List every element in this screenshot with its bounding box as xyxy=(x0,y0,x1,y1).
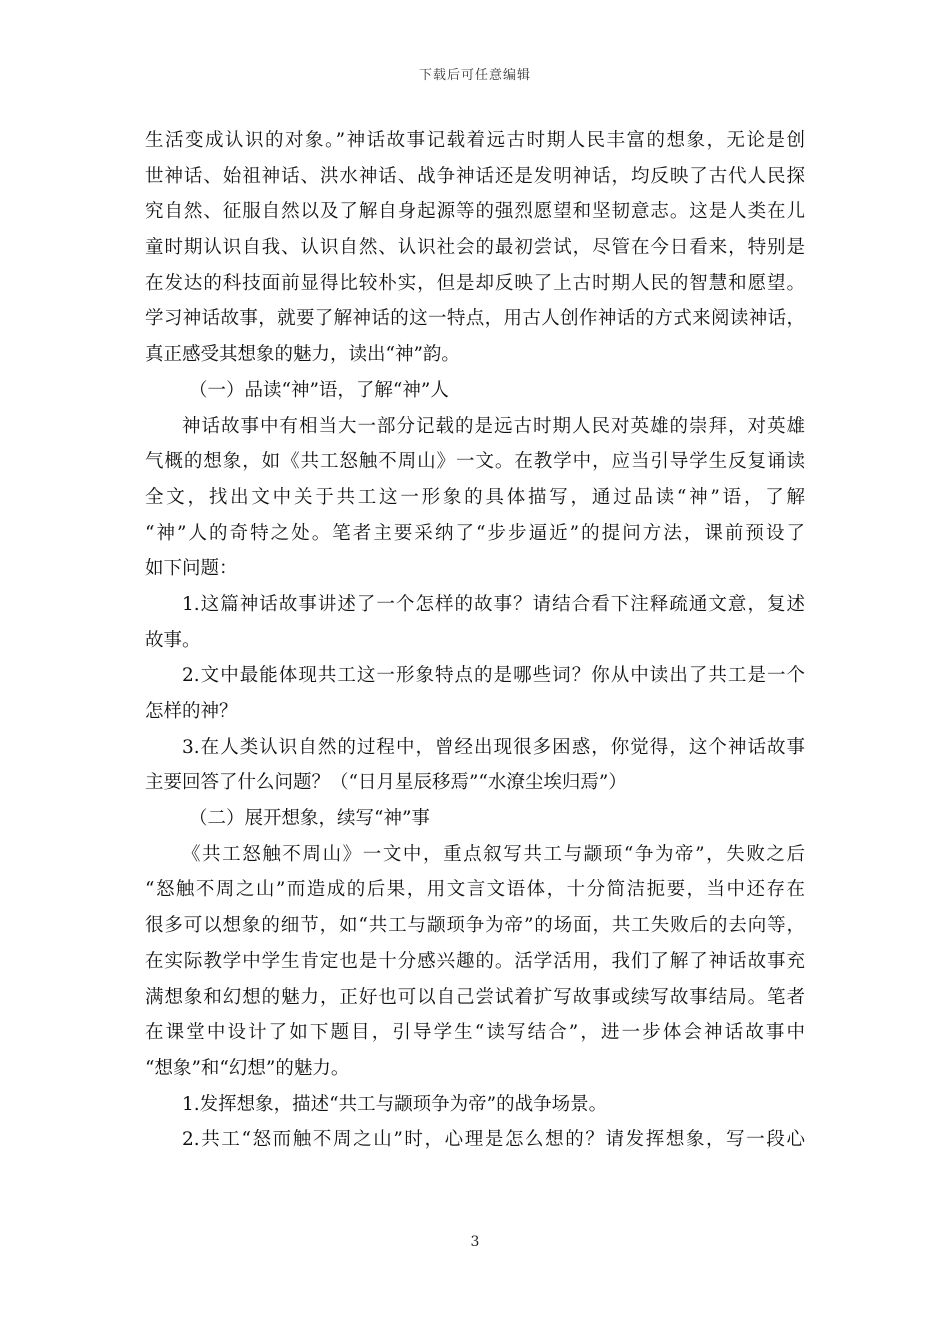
text-line: 如下问题： xyxy=(145,558,238,580)
text-line: 生活变成认识的对象。”神话故事记载着远古时期人民丰富的想象，无论是创 xyxy=(145,130,805,151)
text-line: 世神话、始祖神话、洪水神话、战争神话还是发明神话，均反映了古代人民探 xyxy=(145,165,805,187)
section-heading: （二）展开想象，续写“神”事 xyxy=(189,808,430,830)
text-line: 《共工怒触不周山》一文中，重点叙写共工与颛顼“争为帝”，失败之后 xyxy=(182,843,805,865)
text-line: 气概的想象，如《共工怒触不周山》一文。在教学中，应当引导学生反复诵读 xyxy=(145,451,805,473)
text-line: 2.文中最能体现共工这一形象特点的是哪些词？你从中读出了共工是一个 xyxy=(182,665,805,687)
page-header: 下载后可任意编辑 xyxy=(418,68,531,83)
text-line: “神”人的奇特之处。笔者主要采纳了“步步逼近”的提问方法，课前预设了 xyxy=(145,522,805,544)
page-number: 3 xyxy=(470,1234,480,1250)
text-line: 满想象和幻想的魅力，正好也可以自己尝试着扩写故事或续写故事结局。笔者 xyxy=(145,986,805,1008)
text-line: 在实际教学中学生肯定也是十分感兴趣的。活学活用，我们了解了神话故事充 xyxy=(145,950,805,972)
text-line: “怒触不周之山”而造成的后果，用文言文语体，十分简洁扼要，当中还存在 xyxy=(145,879,805,901)
text-line: 1.这篇神话故事讲述了一个怎样的故事？请结合看下注释疏通文意，复述 xyxy=(182,593,805,615)
section-heading: （一）品读“神”语，了解“神”人 xyxy=(189,379,449,401)
text-line: 究自然、征服自然以及了解自身起源等的强烈愿望和坚韧意志。这是人类在儿 xyxy=(145,201,805,223)
document-body xyxy=(145,123,805,1158)
text-line: 童时期认识自我、认识自然、认识社会的最初尝试，尽管在今日看来，特别是 xyxy=(145,237,805,259)
text-line: 1.发挥想象，描述“共工与颛顼争为帝”的战争场景。 xyxy=(182,1093,608,1115)
text-line: 怎样的神？ xyxy=(145,701,238,722)
text-line: 在课堂中设计了如下题目，引导学生“读写结合”，进一步体会神话故事中 xyxy=(145,1022,805,1044)
text-line: 很多可以想象的细节，如“共工与颛顼争为帝”的场面，共工失败后的去向等， xyxy=(145,915,805,937)
text-line: 全文，找出文中关于共工这一形象的具体描写，通过品读“神”语，了解 xyxy=(145,486,805,508)
text-line: 学习神话故事，就要了解神话的这一特点，用古人创作神话的方式来阅读神话， xyxy=(145,308,805,330)
text-line: 3.在人类认识自然的过程中，曾经出现很多困惑，你觉得，这个神话故事 xyxy=(182,736,805,758)
text-line: 主要回答了什么问题？（“日月星辰移焉”“水潦尘埃归焉”） xyxy=(145,772,627,794)
text-line: 在发达的科技面前显得比较朴实，但是却反映了上古时期人民的智慧和愿望。 xyxy=(145,272,805,294)
text-line: 2.共工“怒而触不周之山”时，心理是怎么想的？请发挥想象，写一段心 xyxy=(182,1129,805,1151)
text-line: “想象”和“幻想”的魅力。 xyxy=(145,1057,350,1079)
text-line: 神话故事中有相当大一部分记载的是远古时期人民对英雄的崇拜，对英雄 xyxy=(182,415,805,437)
text-line: 故事。 xyxy=(145,629,201,651)
text-line: 真正感受其想象的魅力，读出“神”韵。 xyxy=(145,344,460,366)
